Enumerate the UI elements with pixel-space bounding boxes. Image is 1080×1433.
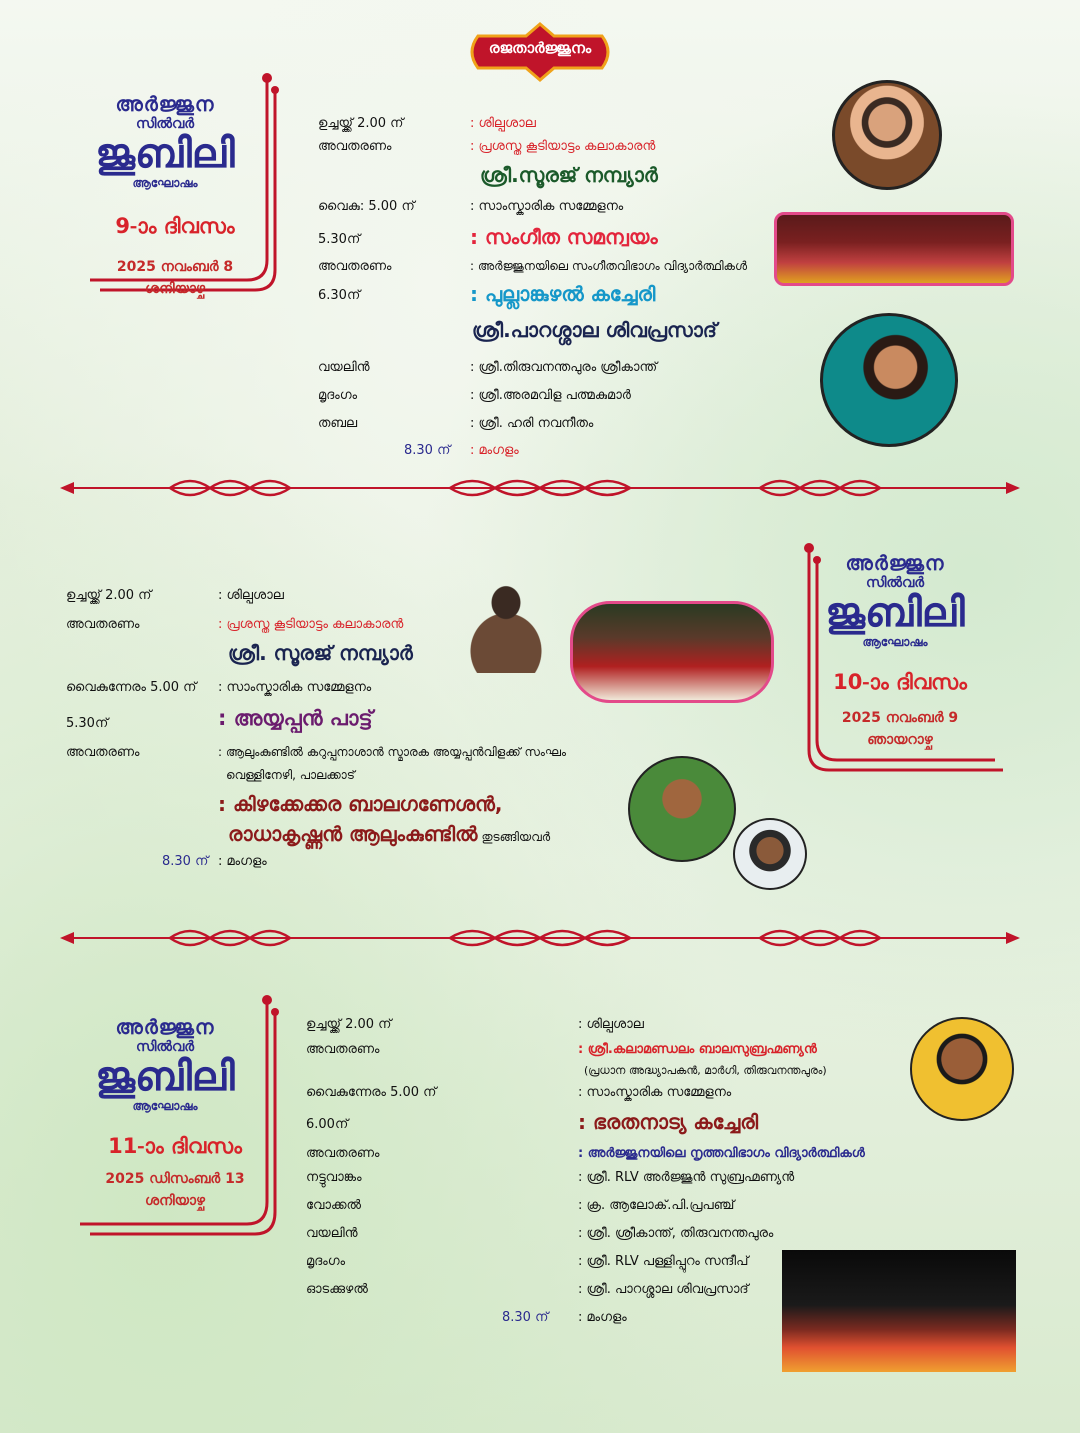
- d9-k11: 8.30 ന്: [404, 443, 451, 458]
- d11-k11: 8.30 ന്: [502, 1310, 549, 1325]
- day10-jubilee: [820, 551, 970, 650]
- jubilee-l4: ആഘോഷം: [132, 176, 198, 190]
- day9-label: 9-ാം ദിവസം: [115, 214, 235, 238]
- d10-v8-suffix: തുടങ്ങിയവർ: [481, 830, 551, 844]
- ornament-divider-icon: [60, 923, 1020, 953]
- photo-music-ensemble: [774, 212, 1014, 286]
- d9-v2: ശ്രീ.സൂരജ് നമ്പ്യാർ: [480, 163, 658, 187]
- d11-v1: : ശ്രീ.കലാമണ്ഡലം ബാലസുബ്രഹ്മണ്യൻ: [578, 1042, 817, 1057]
- d11-k8: വയലിൻ: [306, 1226, 358, 1241]
- d9-k5: അവതരണം: [318, 259, 392, 274]
- d9-k10: തബല: [318, 416, 358, 431]
- d9-v3: : സാംസ്കാരിക സമ്മേളനം: [470, 199, 624, 214]
- d11-v10: : ശ്രീ. പാറശ്ശാല ശിവപ്രസാദ്: [578, 1282, 749, 1297]
- d9-v5: : അർജ്ജുനയിലെ സംഗീതവിഭാഗം വിദ്യാർത്ഥികൾ: [470, 259, 748, 273]
- day10-label: 10-ാം ദിവസം: [833, 670, 967, 694]
- jubilee-l4: ആഘോഷം: [862, 635, 928, 649]
- d11-v3: : സാംസ്കാരിക സമ്മേളനം: [578, 1085, 732, 1100]
- weekday-text: ശനിയാഴ്ച: [145, 1193, 205, 1209]
- d9-k8: വയലിൻ: [318, 360, 370, 375]
- d9-v9: : ശ്രീ.അരമവിള പത്മകുമാർ: [470, 388, 631, 403]
- d10-k4: 5.30ന്: [66, 716, 109, 731]
- d10-v6: വെള്ളിനേഴി, പാലക്കാട്: [226, 768, 355, 782]
- d11-k0: ഉച്ചയ്ക്ക് 2.00 ന്: [306, 1017, 392, 1032]
- d11-v4: : ഭരതനാട്യ കച്ചേരി: [578, 1110, 759, 1134]
- d10-k0: ഉച്ചയ്ക്ക് 2.00 ന്: [66, 588, 152, 603]
- d9-v11: : മംഗളം: [470, 443, 519, 458]
- d10-v0: : ശില്പശാല: [218, 588, 284, 603]
- d9-v1: : പ്രശസ്ത കൂടിയാട്ടം കലാകാരൻ: [470, 139, 656, 154]
- jubilee-l2: സിൽവർ: [135, 116, 195, 132]
- portrait-parassala-sivaprasad: [820, 313, 958, 447]
- date-text: 2025 ഡിസംബർ 13: [105, 1171, 245, 1187]
- d11-k1: അവതരണം: [306, 1042, 380, 1057]
- d9-k4: 5.30ന്: [318, 232, 361, 247]
- weekday-text: ഞായറാഴ്ച: [867, 732, 933, 748]
- d11-v8: : ശ്രീ. ശ്രീകാന്ത്, തിരുവനന്തപുരം: [578, 1226, 774, 1241]
- d11-k4: 6.00ന്: [306, 1117, 349, 1132]
- d10-k9: 8.30 ന്: [162, 854, 209, 869]
- d9-k6: 6.30ന്: [318, 288, 361, 303]
- ornament-divider-icon: [60, 473, 1020, 503]
- day9-date: [80, 256, 270, 300]
- d11-k9: മൃദംഗം: [306, 1254, 346, 1269]
- weekday-text: ശനിയാഴ്ച: [145, 281, 205, 297]
- d10-k1: അവതരണം: [66, 617, 140, 632]
- d10-v5: : ആലുംകുണ്ടിൽ കറുപ്പനാശാൻ സ്മാരക അയ്യപ്പൻവിളക്ക് സംഘം: [218, 745, 567, 759]
- portrait-radhakrishnan-alumkundil: [733, 818, 807, 890]
- d10-v4: : അയ്യപ്പൻ പാട്ട്: [218, 706, 373, 730]
- d10-v9: : മംഗളം: [218, 854, 267, 869]
- jubilee-l2: സിൽവർ: [865, 575, 925, 591]
- d10-v8: രാധാകൃഷ്ണൻ ആലുംകുണ്ടിൽ: [228, 822, 478, 846]
- badge-title: രജതാർജ്ജുനം: [488, 39, 592, 57]
- d11-k3: വൈകുന്നേരം 5.00 ന്: [306, 1085, 437, 1100]
- photo-bharatanatyam-dancers: [782, 1250, 1016, 1372]
- d11-v9: : ശ്രീ. RLV പള്ളിപ്പുറം സന്ദീപ്: [578, 1254, 749, 1269]
- jubilee-l3: ജൂബിലി: [825, 589, 965, 636]
- d11-k6: നട്ടുവാങ്കം: [306, 1170, 362, 1185]
- d9-v0: : ശില്പശാല: [470, 116, 536, 131]
- jubilee-l1: അർജ്ജുന: [115, 92, 215, 116]
- d10-v1: : പ്രശസ്ത കൂടിയാട്ടം കലാകാരൻ: [218, 617, 404, 632]
- d10-k5: അവതരണം: [66, 745, 140, 760]
- d10-v2: ശ്രീ. സൂരജ് നമ്പ്യാർ: [228, 641, 413, 665]
- photo-koodiyattam-artist: [444, 585, 568, 673]
- d11-v0: : ശില്പശാല: [578, 1017, 644, 1032]
- jubilee-l1: അർജ്ജുന: [115, 1015, 215, 1039]
- header-badge: [462, 22, 618, 82]
- day11-date: [80, 1168, 270, 1212]
- jubilee-l4: ആഘോഷം: [132, 1099, 198, 1113]
- date-text: 2025 നവംബർ 9: [841, 710, 959, 726]
- d11-k10: ഓടക്കുഴൽ: [306, 1282, 368, 1297]
- jubilee-l2: സിൽവർ: [135, 1039, 195, 1055]
- day11-jubilee: [90, 1015, 240, 1114]
- d9-k3: വൈകു: 5.00 ന്: [318, 199, 415, 214]
- d11-v2: (പ്രധാന അദ്ധ്യാപകൻ, മാർഗി, തിരുവനന്തപുരം): [584, 1064, 827, 1077]
- d9-k0: ഉച്ചയ്ക്ക് 2.00 ന്: [318, 116, 404, 131]
- d11-v5: : അർജ്ജുനയിലെ നൃത്തവിഭാഗം വിദ്യാർത്ഥികൾ: [578, 1146, 865, 1161]
- d11-k7: വോക്കൽ: [306, 1198, 361, 1213]
- d10-v8-wrap: [228, 822, 550, 846]
- day9-jubilee: [90, 92, 240, 191]
- jubilee-l1: അർജ്ജുന: [845, 551, 945, 575]
- d9-v8: : ശ്രീ.തിരുവനന്തപുരം ശ്രീകാന്ത്: [470, 360, 658, 375]
- portrait-kalamandalam-balasubrahmanyan: [910, 1017, 1014, 1121]
- d10-v7: : കിഴക്കേക്കര ബാലഗണേശൻ,: [218, 792, 503, 816]
- d11-v6: : ശ്രീ. RLV അർജ്ജുൻ സുബ്രഹ്മണ്യൻ: [578, 1170, 795, 1185]
- jubilee-l3: ജൂബിലി: [95, 130, 235, 177]
- d9-k9: മൃദംഗം: [318, 388, 358, 403]
- d9-v10: : ശ്രീ. ഹരി നവനീതം: [470, 416, 594, 431]
- d11-k5: അവതരണം: [306, 1146, 380, 1161]
- d10-k3: വൈകുന്നേരം 5.00 ന്: [66, 680, 197, 695]
- jubilee-l3: ജൂബിലി: [95, 1053, 235, 1100]
- portrait-kizhakkekkara-balaganeshan: [628, 756, 736, 862]
- day10-date: [805, 707, 995, 751]
- d11-v11: : മംഗളം: [578, 1310, 627, 1325]
- d9-k1: അവതരണം: [318, 139, 392, 154]
- d11-v7: : ക്ര. ആലോക്.പി.പ്രപഞ്ച്: [578, 1198, 735, 1213]
- portrait-suraj-nambiar: [832, 80, 942, 190]
- day11-label: 11-ാം ദിവസം: [108, 1134, 242, 1158]
- date-text: 2025 നവംബർ 8: [116, 259, 234, 275]
- d9-v7: ശ്രീ.പാറശ്ശാല ശിവപ്രസാദ്: [472, 318, 717, 342]
- d9-v4: : സംഗീത സമന്വയം: [470, 225, 658, 249]
- photo-ayyappan-pattu: [570, 601, 774, 703]
- d10-v3: : സാംസ്കാരിക സമ്മേളനം: [218, 680, 372, 695]
- d9-v6: : പുല്ലാങ്കുഴൽ കച്ചേരി: [470, 282, 656, 306]
